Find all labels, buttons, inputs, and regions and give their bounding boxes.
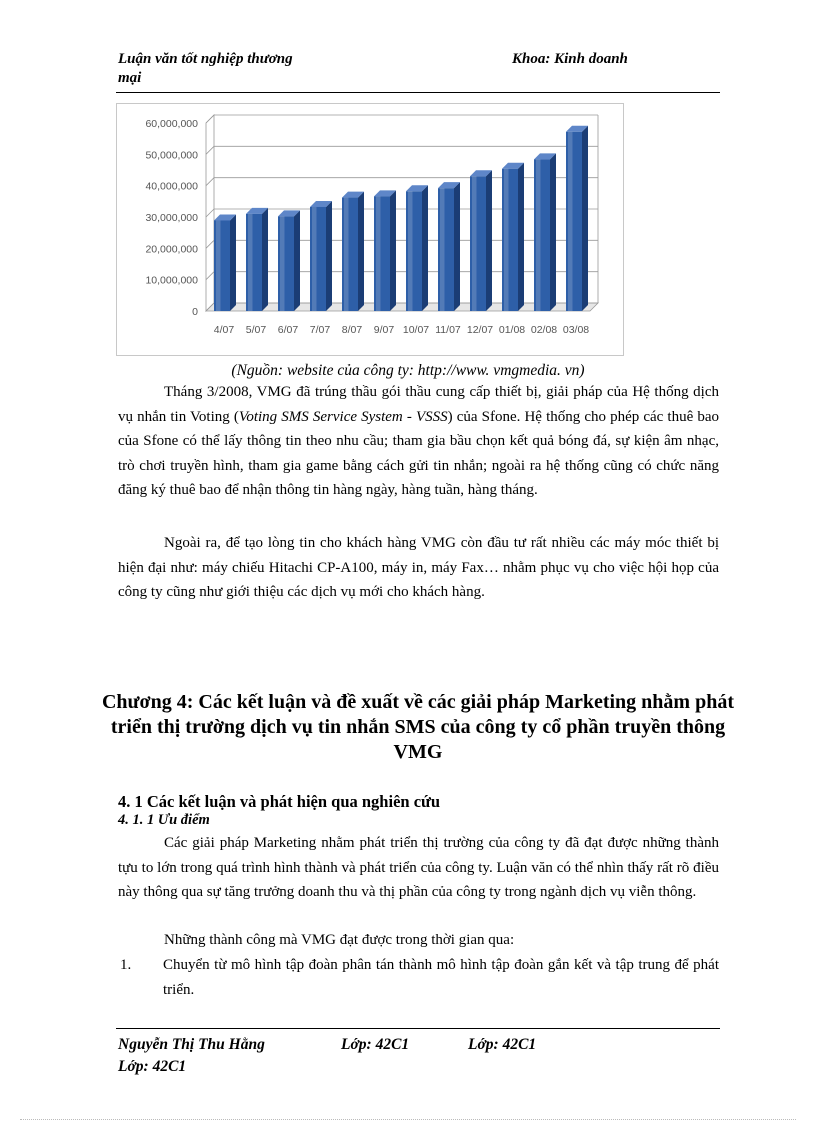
bar-side	[230, 214, 236, 311]
para2-text: Ngoài ra, để tạo lòng tin cho khách hàng VMG còn đầu tư rất nhiều các máy móc thiết bị hiện đại như: máy chiếu Hitachi CP-A100, máy in, máy Fax… nhằm phục vụ cho việc hội họp của công ty cũng như giới thiệu các dịch vụ mới cho khách hàng.	[118, 535, 719, 600]
header-rule	[116, 92, 720, 93]
revenue-chart	[116, 103, 624, 356]
y-tick-label: 0	[192, 306, 198, 318]
x-tick-label: 10/07	[402, 324, 430, 336]
bar-side	[518, 163, 524, 311]
x-tick-label: 8/07	[341, 324, 363, 336]
para1-italic: Voting SMS Service System - VSSS	[238, 408, 448, 425]
y-tick-label: 20,000,000	[145, 243, 198, 256]
bar-side	[550, 153, 556, 311]
list-item-text: Chuyển từ mô hình tập đoàn phân tán thành mô hình tập đoàn gắn kết và tập trung để phát triển.	[163, 957, 719, 998]
bar-highlight	[312, 207, 316, 311]
bar-highlight	[504, 169, 508, 311]
page-bottom-dotted-line	[20, 1119, 796, 1120]
bar-highlight	[344, 198, 348, 311]
x-tick-label: 7/07	[309, 324, 331, 336]
x-tick-label: 03/08	[562, 324, 590, 336]
x-tick-label: 4/07	[213, 324, 235, 336]
paragraph-voting	[118, 380, 719, 503]
bar-side	[454, 182, 460, 311]
bar-side	[486, 170, 492, 311]
subsection-title: 4. 1. 1 Ưu điểm	[118, 812, 210, 828]
bar-highlight	[280, 216, 284, 311]
para3-text: Các giải pháp Marketing nhằm phát triển thị trường của công ty đã đạt được những thành tựu to lớn trong quá trình hình thành và phát triển của công ty. Luận văn có thể nhìn thấy rất rõ điều này thông qua sự tăng trưởng doanh thu và thị phần của công ty trong ngành dịch vụ viễn thông.	[118, 835, 719, 900]
bar-highlight	[408, 191, 412, 311]
header-left: Luận văn tốt nghiệp thương mại	[118, 51, 293, 86]
bar-highlight	[472, 176, 476, 311]
footer-author: Nguyễn Thị Thu Hằng	[118, 1036, 265, 1053]
bar-side	[294, 210, 300, 311]
bar-highlight	[376, 196, 380, 311]
y-tick-label: 50,000,000	[145, 149, 198, 162]
bar-side	[390, 190, 396, 311]
bar-highlight	[440, 188, 444, 311]
bar-side	[326, 201, 332, 311]
footer-class-2: Lớp: 42C1	[468, 1036, 537, 1053]
bar-highlight	[568, 132, 572, 311]
x-tick-label: 12/07	[466, 324, 494, 336]
section-title: 4. 1 Các kết luận và phát hiện qua nghiên cứu	[118, 792, 441, 811]
paragraph-success-intro	[118, 928, 719, 953]
chart-caption: (Nguồn: website của công ty: http://www. vmgmedia. vn)	[231, 362, 585, 379]
y-tick-label: 40,000,000	[145, 180, 198, 193]
x-tick-label: 9/07	[373, 324, 395, 336]
para1-text-b: ) của Sfone. Hệ thống cho phép các thuê bao của Sfone có thể lấy thông tin theo nhu cầu; tham gia bầu chọn kết quả bóng đá, sự kiện âm nhạc, trò chơi truyền hình, tham gia game bằng cách gửi tin nhắn; ngoài ra hệ thống cũng có chức năng đăng ký thuê bao để nhận thông tin hàng ngày, hàng tuần, hàng tháng.	[118, 408, 719, 498]
x-tick-label: 01/08	[498, 324, 526, 336]
bar-highlight	[248, 214, 252, 311]
paragraph-equipment	[118, 531, 719, 605]
list-item	[120, 953, 719, 1002]
chart-svg	[116, 103, 624, 356]
x-tick-label: 6/07	[277, 324, 299, 336]
footer-class-1: Lớp: 42C1	[341, 1036, 410, 1053]
bar-side	[422, 185, 428, 311]
bar-side	[262, 208, 268, 311]
footer-class-3: Lớp: 42C1	[118, 1058, 187, 1075]
x-tick-label: 02/08	[530, 324, 558, 336]
y-tick-label: 10,000,000	[145, 274, 198, 287]
paragraph-achievements	[118, 831, 719, 905]
footer-rule	[116, 1028, 720, 1029]
bar-highlight	[536, 159, 540, 311]
bar-side	[358, 192, 364, 311]
header-right: Khoa: Kinh doanh	[512, 51, 628, 67]
list-item-number: 1.	[120, 957, 132, 973]
y-tick-label: 30,000,000	[145, 212, 198, 224]
y-tick-label: 60,000,000	[145, 118, 198, 130]
bar-highlight	[216, 220, 220, 311]
chapter-title: Chương 4: Các kết luận và đề xuất về các giải pháp Marketing nhằm phát triển thị trường dịch vụ tin nhắn SMS của công ty cổ phần truyền thông VMG	[101, 691, 734, 763]
para4-text: Những thành công mà VMG đạt được trong thời gian qua:	[164, 932, 515, 948]
x-tick-label: 11/07	[435, 324, 461, 336]
x-tick-label: 5/07	[245, 324, 267, 336]
para1-text-a: Tháng 3/2008, VMG đã trúng thầu gói thầu cung cấp thiết bị, giải pháp của Hệ thống dịch vụ nhắn tin Voting (	[118, 384, 719, 425]
bar-side	[582, 126, 588, 311]
